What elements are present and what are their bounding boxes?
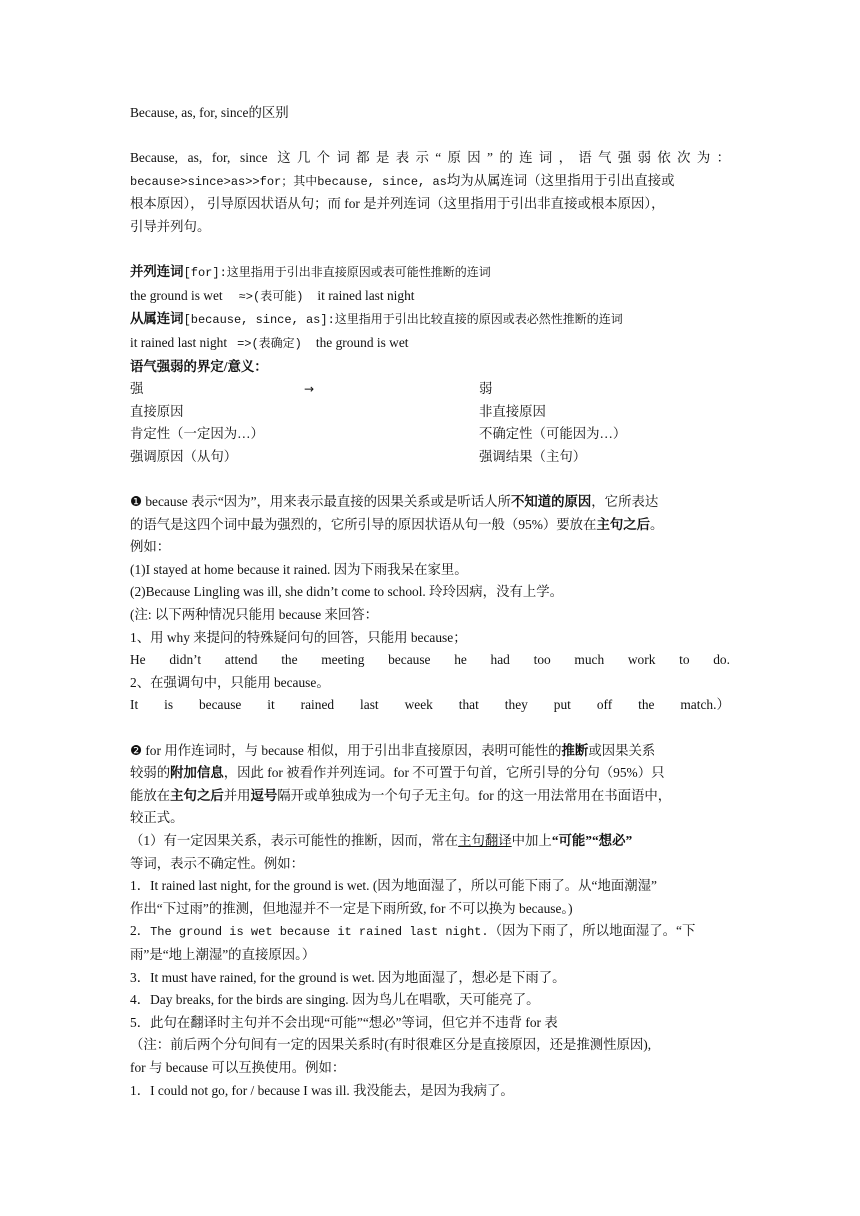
because-note-2: 2、在强调句中，只能用 because。 xyxy=(130,674,330,690)
example-word: because xyxy=(388,652,431,668)
emphasis: 主句之后 xyxy=(596,516,650,532)
example-word: last xyxy=(360,697,379,713)
strength-table xyxy=(130,378,730,468)
example-word: He xyxy=(130,652,146,668)
coord-text: [for]:这里指用于引出非直接原因或表可能性推断的连词 xyxy=(183,266,491,281)
for-point-1-cont: 等词，表示不确定性。例如： xyxy=(130,855,305,871)
underlined-text: 主句翻译 xyxy=(458,833,512,848)
document-title: Because, as, for, since的区别 xyxy=(130,105,289,120)
intro-line-2-rest: 均为从属连词（这里指用于引出直接或 xyxy=(446,172,675,188)
example-word: had xyxy=(490,652,510,668)
example-word: much xyxy=(574,652,605,668)
strength-row xyxy=(130,446,730,469)
emphasis: 不知道的原因 xyxy=(510,494,592,510)
example-word: attend xyxy=(224,652,258,668)
because-note-2-example xyxy=(130,694,730,717)
strength-heading: 语气强弱的界定/意义： xyxy=(130,358,268,374)
for-example-2-cont: 雨”是“地上潮湿”的直接原因。） xyxy=(130,946,316,962)
text: ，它所表达 xyxy=(591,494,659,510)
subord-definition xyxy=(130,308,730,332)
strength-left: 直接原因 xyxy=(130,403,184,419)
example-word: they xyxy=(504,697,528,713)
subord-example-mark: =>(表确定) xyxy=(237,336,302,351)
for-line-2 xyxy=(130,762,730,785)
strength-right: 强调结果（主句） xyxy=(479,448,587,464)
for-line-1 xyxy=(130,740,730,763)
mono-text: The ground is wet because it rained last night. xyxy=(150,925,489,940)
because-example-1: (1)I stayed at home because it rained. 因为下雨我呆在家里。 xyxy=(130,561,468,577)
intro-order: because>since>as>>for；其中 xyxy=(130,174,318,189)
example-word: put xyxy=(553,697,571,713)
for-example-2 xyxy=(130,920,730,944)
coord-example-a: the ground is wet xyxy=(130,287,223,303)
strength-left: 强调原因（从句） xyxy=(130,448,238,464)
document-page xyxy=(130,102,730,1102)
because-note-1-example xyxy=(130,649,730,672)
for-example-4: 4．Day breaks, for the birds are singing. 因为鸟儿在唱歌，天可能亮了。 xyxy=(130,992,540,1008)
intro-line-1: Because, as, for, since 这几个词都是表示“原因”的连词，语气强弱依次为： xyxy=(130,150,730,166)
strength-right: 不确定性（可能因为…） xyxy=(479,426,627,442)
example-word: didn’t xyxy=(169,652,202,668)
intro-line-4: 引导并列句。 xyxy=(130,218,211,234)
because-line-1 xyxy=(130,491,730,514)
example-word: rained xyxy=(300,697,335,713)
example-word: work xyxy=(627,652,656,668)
example-word: too xyxy=(533,652,551,668)
example-word: week xyxy=(404,697,433,713)
intro-subordinators: because, since, as xyxy=(317,174,447,189)
subord-example-b: the ground is wet xyxy=(315,334,409,350)
example-word: it xyxy=(267,697,275,713)
coord-example-mark: ≈>(表可能) xyxy=(238,289,304,304)
text: ❶ because 表示“因为”，用来表示最直接的因果关系或是听话人所 xyxy=(130,494,511,510)
text: （1）有一定因果关系，表示可能性的推断，因而，常在 xyxy=(130,833,459,848)
example-word: the xyxy=(638,697,655,713)
text: ，因此 for 被看作并列连词。for 不可置于句首，它所引导的分句（95%）只 xyxy=(223,765,665,781)
text: 中加上 xyxy=(511,833,552,848)
because-note-1: 1、用 why 来提问的特殊疑问句的回答，只能用 because； xyxy=(130,629,467,645)
for-note-1: （注：前后两个分句间有一定的因果关系时(有时很难区分是直接原因，还是推测性原因), xyxy=(130,1037,652,1053)
coord-label: 并列连词 xyxy=(130,264,184,280)
text: 。 xyxy=(650,516,664,532)
because-note: (注: 以下两种情况只能用 because 来回答： xyxy=(130,607,379,623)
example-word: meeting xyxy=(321,652,365,668)
for-line-4: 较正式。 xyxy=(130,810,184,826)
strength-right: 弱 xyxy=(479,381,493,397)
text: 隔开或单独成为一个句子无主句。for 的这一用法常用在书面语中， xyxy=(277,787,672,803)
for-line-3 xyxy=(130,785,730,808)
example-word: off xyxy=(596,697,613,713)
subord-example xyxy=(130,332,730,356)
emphasis: 附加信息 xyxy=(170,765,224,781)
for-example-5: 5．此句在翻译时主句并不会出现“可能”“想必”等词，但它并不违背 for 表 xyxy=(130,1014,558,1030)
intro-line-2 xyxy=(130,170,730,194)
text: 的语气是这四个词中最为强烈的，它所引导的原因状语从句一般（95%）要放在 xyxy=(130,516,597,532)
subord-label: 从属连词 xyxy=(130,311,184,327)
text: （因为下雨了，所以地面湿了。“下 xyxy=(488,923,696,939)
example-word: that xyxy=(458,697,479,713)
for-example-3: 3．It must have rained, for the ground is wet. 因为地面湿了，想必是下雨了。 xyxy=(130,969,566,985)
because-line-2 xyxy=(130,514,730,537)
emphasis: 逗号 xyxy=(250,787,278,803)
example-word: because xyxy=(198,697,242,713)
coord-definition xyxy=(130,261,730,285)
emphasis: 主句之后 xyxy=(170,787,224,803)
strength-right: 非直接原因 xyxy=(479,403,546,419)
because-line-3: 例如： xyxy=(130,539,171,555)
for-example-6: 1．I could not go, for / because I was ill. 我没能去，是因为我病了。 xyxy=(130,1082,514,1098)
intro-line-3: 根本原因）， 引导原因状语从句；而 for 是并列连词（这里指用于引出非直接或根本原因）， xyxy=(130,196,665,212)
strength-row xyxy=(130,423,730,446)
text: 并用 xyxy=(223,787,251,803)
example-word: the xyxy=(281,652,298,668)
subord-example-a: it rained last night xyxy=(130,334,228,350)
example-word: match.） xyxy=(680,697,730,713)
text: 2． xyxy=(130,923,151,939)
strength-left xyxy=(130,378,479,401)
coord-example-b: it rained last night xyxy=(317,287,415,303)
emphasis: 推断 xyxy=(561,742,589,758)
example-word: It xyxy=(130,697,139,713)
strength-cell: 强 xyxy=(130,381,144,397)
arrow-icon: → xyxy=(304,382,315,397)
intro-paragraph xyxy=(130,147,730,238)
strength-row xyxy=(130,378,730,401)
example-word: to xyxy=(679,652,690,668)
strength-left: 肯定性（一定因为…） xyxy=(130,426,264,442)
coord-example xyxy=(130,285,730,309)
for-example-1: 1．It rained last night, for the ground is wet. (因为地面湿了，所以可能下雨了。从“地面潮湿” xyxy=(130,878,657,894)
example-word: he xyxy=(454,652,467,668)
example-word: do. xyxy=(713,652,730,668)
for-note-2: for 与 because 可以互换使用。例如： xyxy=(130,1059,346,1075)
text: ❷ for 用作连词时，与 because 相似，用于引出非直接原因，表明可能性的 xyxy=(130,742,562,758)
for-example-1-cont: 作出“下过雨”的推测，但地湿并不一定是下雨所致, for 不可以换为 because。) xyxy=(130,900,573,916)
emphasis: “可能”“想必” xyxy=(551,833,633,848)
for-section xyxy=(130,740,730,1103)
text: 较弱的 xyxy=(130,765,171,781)
for-point-1 xyxy=(130,830,730,853)
subord-text: [because, since, as]:这里指用于引出比较直接的原因或表必然性推断的连词 xyxy=(183,313,623,328)
strength-row xyxy=(130,401,730,424)
text: 或因果关系 xyxy=(588,742,656,758)
text: 能放在 xyxy=(130,787,171,803)
because-example-2: (2)Because Lingling was ill, she didn’t come to school. 玲玲因病，没有上学。 xyxy=(130,584,564,600)
because-section xyxy=(130,491,730,717)
example-word: is xyxy=(164,697,174,713)
